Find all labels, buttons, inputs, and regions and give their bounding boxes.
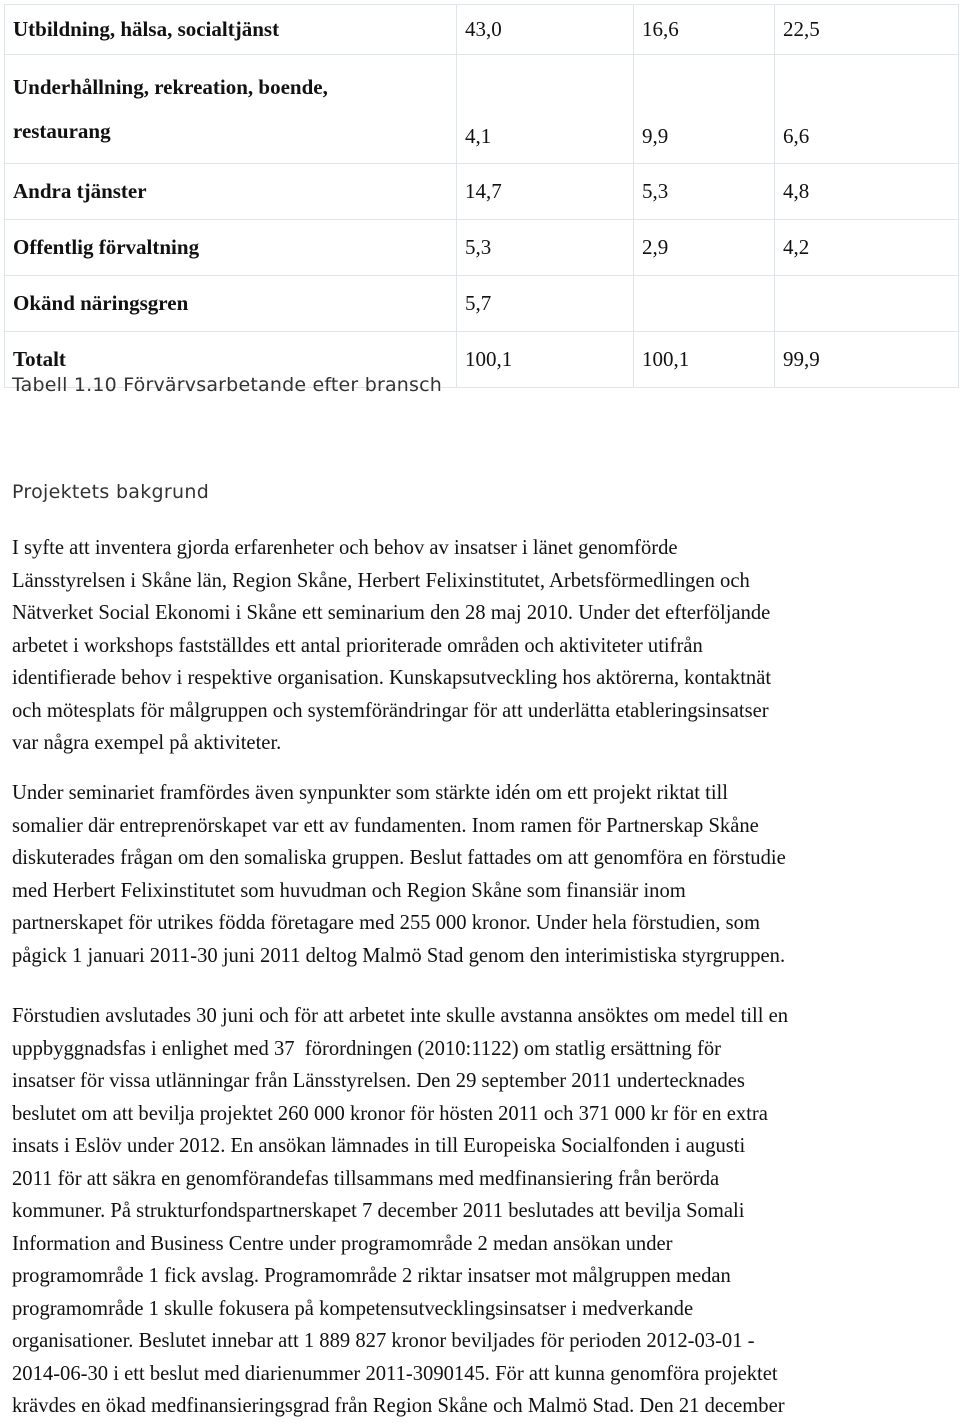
table-caption: Tabell 1.10 Förvärvsarbetande efter bransch (12, 374, 443, 396)
text-line: I syfte att inventera gjorda erfarenheter och behov av insatser i länet genomförde (12, 537, 678, 559)
row-label (5, 55, 457, 164)
table-row (5, 276, 959, 332)
text-line: diskuterades frågan om den somaliska gruppen. Beslut fattades om att genomföra en förstudie (12, 847, 786, 869)
table-cell: 5,7 (457, 276, 634, 332)
text-line: identifierade behov i respektive organisation. Kunskapsutveckling hos aktörerna, kontaktnät (12, 667, 772, 689)
table-cell: 9,9 (634, 55, 775, 164)
text-line: programområde 1 fick avslag. Programområde 2 riktar insatser mot målgruppen medan (12, 1265, 731, 1287)
text-line: Förstudien avslutades 30 juni och för att arbetet inte skulle avstanna ansöktes om medel till en (12, 1005, 789, 1027)
table-cell: 4,2 (775, 220, 959, 276)
table-cell: 6,6 (775, 55, 959, 164)
table-cell: 4,8 (775, 164, 959, 220)
table-cell: 100,1 (634, 332, 775, 388)
table-cell: 5,3 (457, 220, 634, 276)
row-label: Andra tjänster (5, 164, 457, 220)
row-label: Offentlig förvaltning (5, 220, 457, 276)
text-line: partnerskapet för utrikes födda företagare med 255 000 kronor. Under hela förstudien, som (12, 912, 761, 934)
text-line: 2014-06-30 i ett beslut med diarienummer 2011-3090145. För att kunna genomföra projektet (12, 1362, 778, 1385)
text-line: med Herbert Felixinstitutet som huvudman och Region Skåne som finansiär inom (12, 879, 686, 902)
text-line: uppbyggnadsfas i enlighet med 37 förordningen (2010:1122) om statlig ersättning för (12, 1037, 722, 1060)
table-cell: 99,9 (775, 332, 959, 388)
text-line: Information and Business Centre under programområde 2 medan ansökan under (12, 1232, 673, 1255)
text-line: 2011 för att säkra en genomförandefas tillsammans med medfinansiering från berörda (12, 1167, 720, 1190)
text-line: Nätverket Social Ekonomi i Skåne ett seminarium den 28 maj 2010. Under det efterföljande (12, 602, 771, 624)
text-line: Under seminariet framfördes även synpunkter som stärkte idén om ett projekt riktat till (12, 782, 729, 804)
table-cell: 100,1 (457, 332, 634, 388)
row-label: Okänd näringsgren (5, 276, 457, 332)
text-line: beslutet om att bevilja projektet 260 000 kronor för hösten 2011 och 371 000 kr för en extra (12, 1102, 768, 1125)
text-line: insats i Eslöv under 2012. En ansökan lämnades in till Europeiska Socialfonden i augusti (12, 1135, 746, 1157)
table-cell: 16,6 (634, 5, 775, 55)
table-cell: 43,0 (457, 5, 634, 55)
text-line: organisationer. Beslutet innebar att 1 889 827 kronor beviljades för perioden 2012-03-01 - (12, 1330, 755, 1352)
section-heading: Projektets bakgrund (12, 481, 210, 503)
paragraph-background (12, 532, 948, 760)
text-line: kommuner. På strukturfondspartnerskapet 7 december 2011 beslutades att bevilja Somali (12, 1200, 745, 1222)
row-label: Utbildning, hälsa, socialtjänst (5, 5, 457, 55)
table-row (5, 220, 959, 276)
text-line: och mötesplats för målgruppen och systemförändringar för att underlätta etableringsinsatser (12, 699, 769, 722)
table-cell: 22,5 (775, 5, 959, 55)
text-line: programområde 1 skulle fokusera på kompetensutvecklingsinsatser i medverkande (12, 1297, 694, 1320)
text-line: Länsstyrelsen i Skåne län, Region Skåne, Herbert Felixinstitutet, Arbetsförmedlingen och (12, 569, 750, 592)
table-cell (634, 276, 775, 332)
table-row (5, 164, 959, 220)
table-row (5, 55, 959, 164)
text-line: krävdes en ökad medfinansieringsgrad från Region Skåne och Malmö Stad. Den 21 december (12, 1395, 785, 1417)
table-cell: 2,9 (634, 220, 775, 276)
text-line: pågick 1 januari 2011-30 juni 2011 deltog Malmö Stad genom den interimistiska styrgruppen. (12, 944, 786, 967)
paragraph-prestudy (12, 1000, 948, 1423)
text-line: somalier där entreprenörskapet var ett av fundamenten. Inom ramen för Partnerskap Skåne (12, 814, 759, 837)
paragraph-seminar (12, 777, 948, 972)
table-cell: 4,1 (457, 55, 634, 164)
text-line: arbetet i workshops fastställdes ett antal prioriterade områden och aktiviteter utifrån (12, 634, 703, 657)
row-label-text: Underhållning, rekreation, boende, restaurang (13, 75, 328, 143)
table-row (5, 5, 959, 55)
row-label: Totalt (5, 332, 457, 388)
table-cell: 14,7 (457, 164, 634, 220)
table-cell (775, 276, 959, 332)
text-line: insatser för vissa utlänningar från Länsstyrelsen. Den 29 september 2011 undertecknades (12, 1070, 745, 1092)
text-line: var några exempel på aktiviteter. (12, 732, 282, 754)
table-cell: 5,3 (634, 164, 775, 220)
industry-table (4, 4, 959, 388)
